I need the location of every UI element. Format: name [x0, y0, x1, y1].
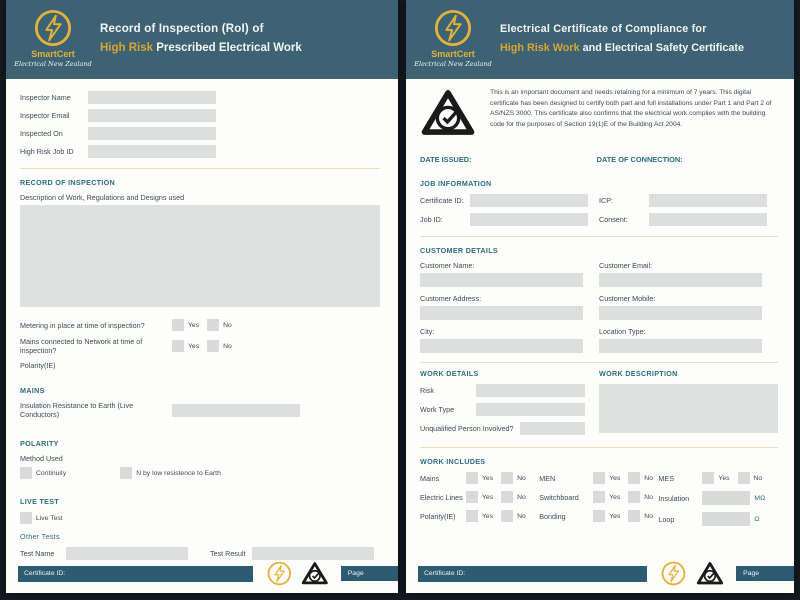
certificate-id-bar: Certificate ID: [418, 566, 647, 582]
work-includes-column-1 [420, 472, 539, 533]
other-tests-row [20, 547, 380, 560]
mains-connected-no-label: No [223, 342, 232, 350]
insulation-resistance-row [20, 401, 380, 419]
work-description-column [599, 369, 778, 441]
mains-include-label: Mains [420, 473, 440, 483]
job-information-heading: JOB INFORMATION [420, 179, 492, 188]
high-risk-job-id-label: High Risk Job ID [20, 147, 74, 156]
customer-mobile-input[interactable] [599, 306, 762, 320]
polarity-method-options [20, 467, 380, 479]
page-number-box: Page [341, 566, 398, 581]
mes-no-label: No [753, 474, 763, 482]
inspector-name-label: Inspector Name [20, 93, 71, 102]
men-row [539, 472, 658, 484]
intro-row [420, 88, 778, 138]
electric-lines-yes-label: Yes [482, 493, 494, 501]
customer-details-grid [420, 261, 778, 360]
right-title-line2 [500, 42, 744, 54]
page-number-box: Page [736, 566, 794, 581]
work-description-heading: WORK DESCRIPTION [599, 369, 678, 378]
insulation-resistance-label: Insulation Resistance to Earth (Live Conductors) [20, 401, 134, 419]
work-details-heading: WORK DETAILS [420, 369, 479, 378]
city-label: City: [420, 327, 435, 336]
test-result-input[interactable] [252, 547, 374, 560]
mains-connected-yes-label: Yes [188, 342, 200, 350]
mains-connected-yes-checkbox[interactable] [172, 340, 184, 352]
customer-details-heading: CUSTOMER DETAILS [420, 246, 499, 255]
customer-email-input[interactable] [599, 273, 762, 287]
section-divider [420, 236, 778, 237]
high-risk-job-id-row [20, 145, 380, 158]
right-title-highlight: High Risk Work [500, 42, 580, 54]
other-tests-heading: Other Tests [20, 532, 60, 541]
men-no-checkbox[interactable] [628, 472, 640, 484]
lightning-bolt-icon [434, 9, 472, 47]
certificate-id-input[interactable] [470, 194, 588, 207]
metering-question-row [20, 319, 380, 331]
description-of-work-label: Description of Work, Regulations and Designs used [20, 193, 185, 202]
inspected-on-row [20, 127, 380, 140]
brand-tagline: Electrical New Zealand [14, 60, 92, 68]
electric-lines-row [420, 491, 539, 503]
risk-input[interactable] [476, 384, 585, 397]
consent-label: Consent: [599, 215, 628, 224]
bonding-label: Bonding [539, 511, 566, 521]
left-form-body [6, 79, 398, 593]
customer-address-input[interactable] [420, 306, 583, 320]
mains-yes-checkbox[interactable] [466, 472, 478, 484]
test-name-label: Test Name [20, 549, 55, 558]
left-footer [18, 561, 398, 586]
right-footer [418, 561, 794, 586]
job-id-input[interactable] [470, 213, 588, 226]
customer-mobile-label: Customer Mobile: [599, 294, 656, 303]
left-title-line2 [100, 42, 302, 54]
rcm-compliance-mark-icon [420, 88, 476, 138]
section-divider [20, 168, 380, 169]
mes-yes-checkbox[interactable] [702, 472, 714, 484]
insulation-input[interactable] [702, 491, 750, 505]
mains-connected-no-checkbox[interactable] [207, 340, 219, 352]
inspector-email-input[interactable] [88, 109, 216, 122]
mains-heading: MAINS [20, 386, 45, 395]
work-includes-grid [420, 472, 778, 533]
icp-input[interactable] [649, 194, 767, 207]
location-type-label: Location Type: [599, 327, 646, 336]
customer-name-input[interactable] [420, 273, 583, 287]
bonding-yes-label: Yes [609, 512, 621, 520]
live-test-checkbox[interactable] [20, 512, 32, 524]
brand-tagline: Electrical New Zealand [414, 60, 492, 68]
right-header [406, 0, 794, 79]
polarity-ie-no-checkbox[interactable] [501, 510, 513, 522]
insulation-row [658, 491, 777, 505]
left-title [100, 23, 302, 54]
icp-row [599, 194, 778, 207]
polarity-heading: POLARITY [20, 439, 59, 448]
risk-label: Risk [420, 386, 434, 395]
inspected-on-input[interactable] [88, 127, 216, 140]
rcm-compliance-mark-icon [696, 561, 724, 586]
men-label: MEN [539, 473, 556, 483]
loop-input[interactable] [702, 512, 750, 526]
risk-row [420, 384, 585, 397]
date-issued-label: DATE ISSUED: [420, 155, 472, 164]
mes-no-checkbox[interactable] [738, 472, 750, 484]
customer-address-cell [420, 294, 599, 320]
switchboard-label: Switchboard [539, 492, 579, 502]
city-cell [420, 327, 599, 353]
smartcert-logo [416, 9, 490, 68]
live-test-label: Live Test [36, 514, 63, 522]
inspector-name-input[interactable] [88, 91, 216, 104]
polarity-ie-yes-label: Yes [482, 512, 494, 520]
consent-row [599, 213, 778, 226]
city-input[interactable] [420, 339, 583, 353]
record-of-inspection-page [6, 0, 398, 593]
mes-label: MES [658, 473, 674, 483]
mains-yes-label: Yes [482, 474, 494, 482]
consent-input[interactable] [649, 213, 767, 226]
insulation-unit: MΩ [754, 494, 766, 502]
mains-no-checkbox[interactable] [501, 472, 513, 484]
polarity-ie-yes-checkbox[interactable] [466, 510, 478, 522]
location-type-input[interactable] [599, 339, 762, 353]
mains-no-label: No [517, 474, 526, 482]
switchboard-yes-label: Yes [609, 493, 621, 501]
inspected-on-label: Inspected On [20, 129, 63, 138]
work-type-label: Work Type [420, 405, 455, 414]
work-includes-column-3 [658, 472, 777, 533]
certificate-of-compliance-page [406, 0, 794, 593]
inspector-name-row [20, 91, 380, 104]
customer-email-label: Customer Email: [599, 261, 653, 270]
insulation-resistance-input[interactable] [172, 404, 300, 417]
icp-label: ICP: [599, 196, 613, 205]
mes-row [658, 472, 777, 484]
electric-lines-label: Electric Lines [420, 492, 463, 502]
electric-lines-no-label: No [517, 493, 526, 501]
bonding-yes-checkbox[interactable] [593, 510, 605, 522]
location-type-cell [599, 327, 778, 353]
left-header [6, 0, 398, 79]
loop-unit: Ω [754, 515, 760, 523]
lightning-bolt-icon [34, 9, 72, 47]
polarity-ie-include-label: Polarity(IE) [420, 511, 456, 521]
certificate-id-label: Certificate ID: [420, 196, 464, 205]
customer-email-cell [599, 261, 778, 287]
test-name-input[interactable] [66, 547, 188, 560]
mains-connected-question-label: Mains connected to Network at time of inspection? [20, 337, 143, 355]
brand-name: SmartCert [431, 49, 475, 59]
continuity-checkbox[interactable] [20, 467, 32, 479]
right-title-rest: and Electrical Safety Certificate [579, 42, 745, 54]
loop-row [658, 512, 777, 526]
lightning-bolt-icon [661, 561, 686, 586]
switchboard-yes-checkbox[interactable] [593, 491, 605, 503]
customer-mobile-cell [599, 294, 778, 320]
mes-yes-label: Yes [718, 474, 730, 482]
work-includes-column-2 [539, 472, 658, 533]
electric-lines-yes-checkbox[interactable] [466, 491, 478, 503]
switchboard-no-checkbox[interactable] [628, 491, 640, 503]
unqualified-person-label: Unqualified Person Involved? [420, 424, 514, 433]
inspector-email-row [20, 109, 380, 122]
smartcert-logo [16, 9, 90, 68]
work-details-column [420, 369, 599, 441]
method-used-label: Method Used [20, 454, 63, 463]
men-no-label: No [644, 474, 653, 482]
metering-yes-label: Yes [188, 321, 200, 329]
n-low-resistance-checkbox[interactable] [120, 467, 132, 479]
right-title [500, 23, 744, 54]
metering-yes-checkbox[interactable] [172, 319, 184, 331]
section-divider [420, 362, 778, 363]
test-result-label: Test Result [210, 549, 246, 558]
customer-address-label: Customer Address: [420, 294, 482, 303]
bonding-row [539, 510, 658, 522]
dates-row [420, 155, 778, 164]
certificate-id-bar: Certificate ID: [18, 566, 253, 582]
bonding-no-checkbox[interactable] [628, 510, 640, 522]
polarity-ie-include-row [420, 510, 539, 522]
insulation-label: Insulation [658, 493, 690, 503]
n-low-resistance-label: N by low resistence to Earth [136, 469, 221, 477]
unqualified-person-row [420, 422, 585, 435]
metering-no-checkbox[interactable] [207, 319, 219, 331]
date-of-connection-label: DATE OF CONNECTION: [596, 155, 683, 164]
work-type-input[interactable] [476, 403, 585, 416]
rcm-compliance-mark-icon [301, 561, 329, 586]
loop-label: Loop [658, 514, 675, 524]
bonding-no-label: No [644, 512, 653, 520]
metering-no-label: No [223, 321, 232, 329]
left-title-line1: Record of Inspection (RoI) of [100, 23, 264, 35]
job-id-label: Job ID: [420, 215, 443, 224]
polarity-ie-label: Polarity(IE) [20, 361, 56, 370]
high-risk-job-id-input[interactable] [88, 145, 216, 158]
job-information-grid [420, 194, 778, 232]
record-of-inspection-heading: RECORD OF INSPECTION [20, 178, 116, 187]
inspector-email-label: Inspector Email [20, 111, 70, 120]
switchboard-no-label: No [644, 493, 653, 501]
left-title-rest: Prescribed Electrical Work [153, 42, 302, 54]
certificate-id-row [420, 194, 599, 207]
brand-name: SmartCert [31, 49, 75, 59]
metering-question-label: Metering in place at time of inspection? [20, 320, 145, 330]
switchboard-row [539, 491, 658, 503]
continuity-label: Continuity [36, 469, 67, 477]
right-form-body [406, 79, 794, 593]
work-description-textarea[interactable] [599, 384, 778, 433]
polarity-ie-no-label: No [517, 512, 526, 520]
right-title-line1: Electrical Certificate of Compliance for [500, 23, 707, 35]
work-includes-heading: WORK INCLUDES [420, 457, 486, 466]
live-test-row [20, 512, 380, 524]
section-divider [420, 447, 778, 448]
lightning-bolt-icon [267, 561, 292, 586]
work-type-row [420, 403, 585, 416]
mains-connected-question-row [20, 337, 380, 355]
customer-name-label: Customer Name: [420, 261, 475, 270]
job-id-row [420, 213, 599, 226]
men-yes-label: Yes [609, 474, 621, 482]
electric-lines-no-checkbox[interactable] [501, 491, 513, 503]
description-of-work-textarea[interactable] [20, 205, 380, 307]
customer-name-cell [420, 261, 599, 287]
live-test-heading: LIVE TEST [20, 497, 60, 506]
work-details-wrap [420, 369, 778, 441]
retention-notice-paragraph: This is an important document and needs retaining for a minimum of 7 years. This digital certificate has been designed to certify both part and full installations under Part 1 and Part 2 of AS/NZS 3000. This certificate also confirms that the electrical work complies with the building code for the purposes of Section 19(1)E of the Building Act 2004. [490, 89, 772, 129]
mains-include-row [420, 472, 539, 484]
men-yes-checkbox[interactable] [593, 472, 605, 484]
left-title-highlight: High Risk [100, 42, 154, 54]
unqualified-person-input[interactable] [520, 422, 585, 435]
